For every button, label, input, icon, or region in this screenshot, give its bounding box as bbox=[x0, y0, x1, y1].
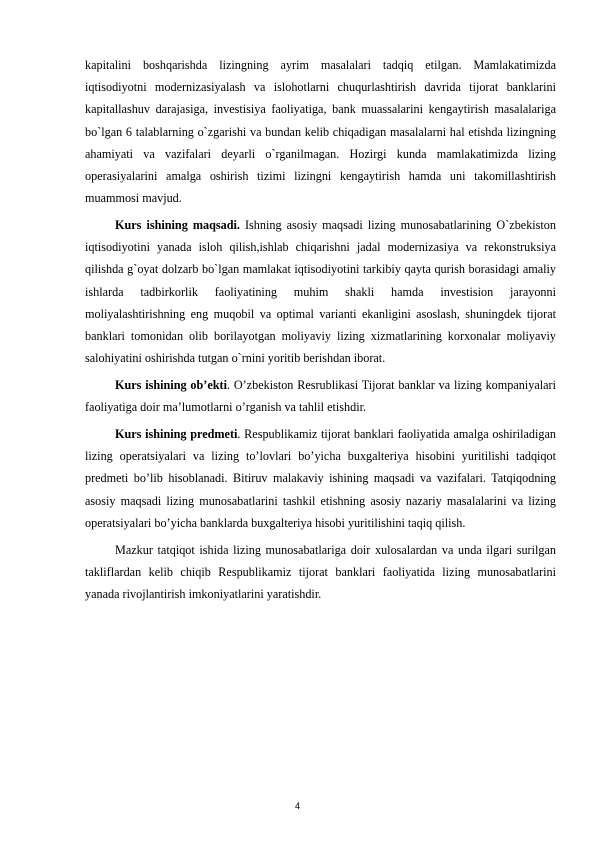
paragraph-course-object bbox=[85, 374, 556, 418]
paragraph-heading-object: Kurs ishining ob’ekti bbox=[115, 378, 227, 393]
paragraph-text: . Respublikamiz tijorat banklari faoliyatida amalga oshiriladigan lizing operatsiyalari va lizing to’lovlari bo’yicha buxgalteriya hisobini yuritilishi tadqiqot predmeti bo’lib hisoblanadi. Bitiruv malakaviy ishining maqsadi va vazifalari. Tatqiqodning asosiy maqsadi lizing munosabatlarini tashkil etishning asosiy nazariy masalalarini va lizing operatsiyalari bo’yicha banklarda buxgalteriya hisobi yuritilishini taqiq qilish. bbox=[85, 427, 556, 530]
paragraph-course-subject bbox=[85, 423, 556, 534]
paragraph-course-goal bbox=[85, 214, 556, 369]
paragraph-heading-subject: Kurs ishining predmeti bbox=[115, 427, 238, 442]
paragraph-text: . O’zbekiston Resrublikasi Tijorat banklar va lizing kompaniyalari faoliyatiga doir ma’lumotlarni o’rganish va tahlil etishdir. bbox=[85, 378, 556, 415]
document-page bbox=[85, 54, 556, 605]
page-number: 4 bbox=[294, 801, 300, 811]
paragraph-text: Mazkur tatqiqot ishida lizing munosabatlariga doir xulosalardan va unda ilgari surilgan takliflardan kelib chiqib Respublikamiz tijorat banklari faoliyatida lizing munosabatlarini yanada rivojlantirish imkoniyatlarini yaratishdir. bbox=[85, 542, 556, 602]
paragraph-text: Ishning asosiy maqsadi lizing munosabatlarining O`zbekiston iqtisodiyotini yanada isloh qilish,ishlab chiqarishni jadal modernizasiya va rekonstruksiya qilishda g`oyat dolzarb bo`lgan mamlakat iqtisodiyotini tarkibiy qayta qurish borasidagi amaliy ishlarda tadbirkorlik faoliyatining muhim shakli hamda investision jarayonni moliyalashtirishning eng muqobil va optimal varianti ekanligini asoslash, shuningdek tijorat banklari tomonidan olib borilayotgan moliyaviy lizing xizmatlarining korxonalar moliyaviy salohiyatini oshirishda tutgan o`rnini yoritib berishdan iborat. bbox=[85, 218, 556, 366]
paragraph-heading-goal: Kurs ishining maqsadi. bbox=[115, 218, 240, 233]
paragraph-intro-continuation bbox=[85, 54, 556, 209]
paragraph-text: kapitalini boshqarishda lizingning ayrim masalalari tadqiq etilgan. Mamlakatimizda iqtisodiyotni modernizasiyalash va islohotlarni chuqurlashtirish davrida tijorat banklarini kapitallashuv darajasiga, investisiya faoliyatiga, bank muassalarini kengaytirish masalalariga bo`lgan 6 talablarning o`zgarishi va bundan kelib chiqadigan masalalarni hal etishda lizingning ahamiyati va vazifalari deyarli o`rganilmagan. Hozirgi kunda mamlakatimizda lizing operasiyalarini amalga oshirish tizimi lizingni kengaytirish hamda uni takomillashtirish muammosi mavjud. bbox=[85, 58, 556, 206]
paragraph-conclusion bbox=[85, 539, 556, 606]
